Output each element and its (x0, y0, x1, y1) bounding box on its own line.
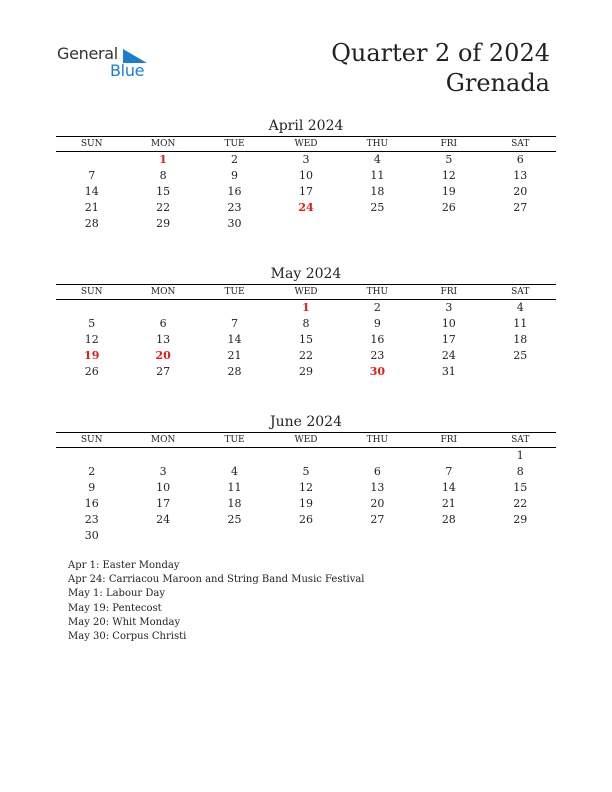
logo-text-general: General (57, 44, 118, 63)
day-cell: 9 (373, 317, 381, 330)
day-cell: 17 (156, 497, 171, 510)
day-cell: 3 (302, 153, 310, 166)
day-cell (270, 448, 341, 464)
day-cell: 16 (227, 185, 242, 198)
weekday-header: MON (150, 287, 176, 297)
day-cell: 17 (298, 185, 313, 198)
day-cell: 25 (513, 349, 528, 362)
day-cell: 13 (156, 333, 171, 346)
day-cell: 20 (513, 185, 528, 198)
day-cell: 7 (445, 465, 453, 478)
weekday-header: SUN (80, 287, 103, 297)
calendar-month-may (56, 264, 556, 380)
holiday-day-cell: 24 (298, 201, 314, 214)
weekday-header-row (56, 136, 556, 152)
day-cell: 11 (370, 169, 385, 182)
weekday-header-row (56, 284, 556, 300)
weekday-header: TUE (224, 435, 245, 445)
day-cell: 8 (302, 317, 310, 330)
day-cell: 7 (231, 317, 239, 330)
week-row (56, 348, 556, 364)
week-row (56, 316, 556, 332)
weekday-header: FRI (440, 435, 458, 445)
holiday-note: Apr 24: Carriacou Maroon and String Band Music Festival (68, 574, 365, 586)
day-cell: 15 (156, 185, 171, 198)
week-row (56, 200, 556, 216)
holiday-notes (68, 559, 365, 644)
week-row (56, 496, 556, 512)
week-row (56, 152, 556, 168)
day-cell: 4 (516, 301, 524, 314)
holiday-day-cell: 19 (84, 349, 100, 362)
day-cell: 10 (156, 481, 171, 494)
calendar-month-april (56, 116, 556, 232)
day-cell (199, 448, 270, 464)
day-cell: 5 (88, 317, 96, 330)
day-cell (413, 448, 484, 464)
day-cell (342, 216, 413, 232)
day-cell (56, 300, 127, 316)
day-cell (56, 448, 127, 464)
day-cell (485, 528, 556, 544)
day-cell: 29 (298, 365, 313, 378)
day-cell: 12 (298, 481, 313, 494)
day-cell: 25 (227, 513, 242, 526)
weekday-header: TUE (224, 139, 245, 149)
day-cell: 21 (227, 349, 242, 362)
day-cell: 11 (513, 317, 528, 330)
day-cell: 31 (441, 365, 456, 378)
day-cell: 21 (84, 201, 99, 214)
week-row (56, 364, 556, 380)
page-title (331, 38, 550, 98)
day-cell: 29 (156, 217, 171, 230)
generalblue-logo (57, 44, 157, 84)
day-cell: 21 (441, 497, 456, 510)
day-cell: 26 (441, 201, 456, 214)
day-cell: 28 (227, 365, 242, 378)
weekday-header-row (56, 432, 556, 448)
day-cell: 18 (513, 333, 528, 346)
day-cell: 22 (513, 497, 528, 510)
day-cell: 7 (88, 169, 96, 182)
weekday-header: WED (294, 287, 318, 297)
day-cell: 3 (445, 301, 453, 314)
week-row (56, 168, 556, 184)
day-cell (342, 448, 413, 464)
day-cell: 1 (516, 449, 524, 462)
day-cell: 23 (370, 349, 385, 362)
day-cell: 18 (227, 497, 242, 510)
day-cell (127, 528, 198, 544)
day-cell: 15 (513, 481, 528, 494)
day-cell: 23 (227, 201, 242, 214)
weekday-header: WED (294, 139, 318, 149)
day-cell: 14 (227, 333, 242, 346)
day-cell: 13 (513, 169, 528, 182)
day-cell: 24 (156, 513, 171, 526)
day-cell (127, 300, 198, 316)
calendar-month-june (56, 412, 556, 544)
day-cell: 25 (370, 201, 385, 214)
month-title: April 2024 (268, 118, 344, 134)
week-row (56, 464, 556, 480)
day-cell: 11 (227, 481, 242, 494)
day-cell: 28 (84, 217, 99, 230)
day-cell: 17 (441, 333, 456, 346)
day-cell: 2 (88, 465, 96, 478)
week-row (56, 216, 556, 232)
day-cell: 9 (88, 481, 96, 494)
weekday-header: SAT (511, 287, 530, 297)
day-cell: 30 (84, 529, 99, 542)
day-cell: 6 (516, 153, 524, 166)
holiday-note: May 19: Pentecost (68, 602, 162, 614)
holiday-note: May 1: Labour Day (68, 588, 165, 600)
day-cell: 6 (373, 465, 381, 478)
title-country: Grenada (445, 69, 550, 97)
day-cell: 5 (445, 153, 453, 166)
day-cell: 27 (513, 201, 528, 214)
day-cell: 12 (441, 169, 456, 182)
day-cell (485, 364, 556, 380)
holiday-day-cell: 30 (369, 365, 386, 378)
week-row (56, 448, 556, 464)
holiday-note: May 30: Corpus Christi (68, 631, 187, 643)
day-cell (56, 152, 127, 168)
day-cell: 3 (159, 465, 167, 478)
day-cell (199, 300, 270, 316)
day-cell (485, 216, 556, 232)
weekday-header: WED (294, 435, 318, 445)
week-row (56, 300, 556, 316)
day-cell: 27 (156, 365, 171, 378)
day-cell: 14 (84, 185, 99, 198)
day-cell: 22 (156, 201, 171, 214)
day-cell (270, 528, 341, 544)
day-cell: 13 (370, 481, 385, 494)
day-cell: 23 (84, 513, 99, 526)
weekday-header: THU (366, 287, 389, 297)
week-row (56, 528, 556, 544)
day-cell: 29 (513, 513, 528, 526)
holiday-day-cell: 20 (155, 349, 171, 362)
logo-text-blue: Blue (110, 61, 145, 80)
day-cell (127, 448, 198, 464)
day-cell: 26 (84, 365, 99, 378)
title-quarter: Quarter 2 of 2024 (331, 39, 550, 67)
day-cell: 9 (231, 169, 239, 182)
week-row (56, 480, 556, 496)
day-cell: 22 (298, 349, 313, 362)
day-cell: 12 (84, 333, 99, 346)
weekday-header: TUE (224, 287, 245, 297)
day-cell (342, 528, 413, 544)
day-cell (413, 528, 484, 544)
weekday-header: SAT (511, 435, 530, 445)
month-title: June 2024 (269, 414, 342, 430)
day-cell (270, 216, 341, 232)
day-cell: 6 (159, 317, 167, 330)
day-cell: 18 (370, 185, 385, 198)
day-cell: 8 (159, 169, 167, 182)
holiday-note: Apr 1: Easter Monday (68, 560, 180, 571)
day-cell: 19 (298, 497, 313, 510)
day-cell (199, 528, 270, 544)
weekday-header: SUN (80, 139, 103, 149)
day-cell: 27 (370, 513, 385, 526)
week-row (56, 512, 556, 528)
weekday-header: MON (150, 139, 176, 149)
day-cell: 4 (373, 153, 381, 166)
weekday-header: SAT (511, 139, 530, 149)
weekday-header: THU (366, 139, 389, 149)
day-cell: 26 (298, 513, 313, 526)
weekday-header: MON (150, 435, 176, 445)
day-cell: 2 (231, 153, 239, 166)
day-cell: 28 (441, 513, 456, 526)
holiday-note: May 20: Whit Monday (68, 616, 181, 628)
day-cell: 20 (370, 497, 385, 510)
weekday-header: THU (366, 435, 389, 445)
weekday-header: FRI (440, 287, 458, 297)
day-cell: 19 (441, 185, 456, 198)
day-cell: 30 (227, 217, 242, 230)
day-cell: 5 (302, 465, 310, 478)
holiday-day-cell: 1 (302, 301, 310, 314)
day-cell: 16 (370, 333, 385, 346)
day-cell: 4 (231, 465, 239, 478)
weekday-header: SUN (80, 435, 103, 445)
day-cell: 10 (441, 317, 456, 330)
day-cell: 8 (516, 465, 524, 478)
day-cell (413, 216, 484, 232)
week-row (56, 332, 556, 348)
day-cell: 15 (298, 333, 313, 346)
holiday-day-cell: 1 (159, 153, 167, 166)
day-cell: 10 (298, 169, 313, 182)
day-cell: 16 (84, 497, 99, 510)
month-title: May 2024 (270, 266, 342, 282)
day-cell: 14 (441, 481, 456, 494)
day-cell: 2 (373, 301, 381, 314)
week-row (56, 184, 556, 200)
weekday-header: FRI (440, 139, 458, 149)
day-cell: 24 (441, 349, 456, 362)
